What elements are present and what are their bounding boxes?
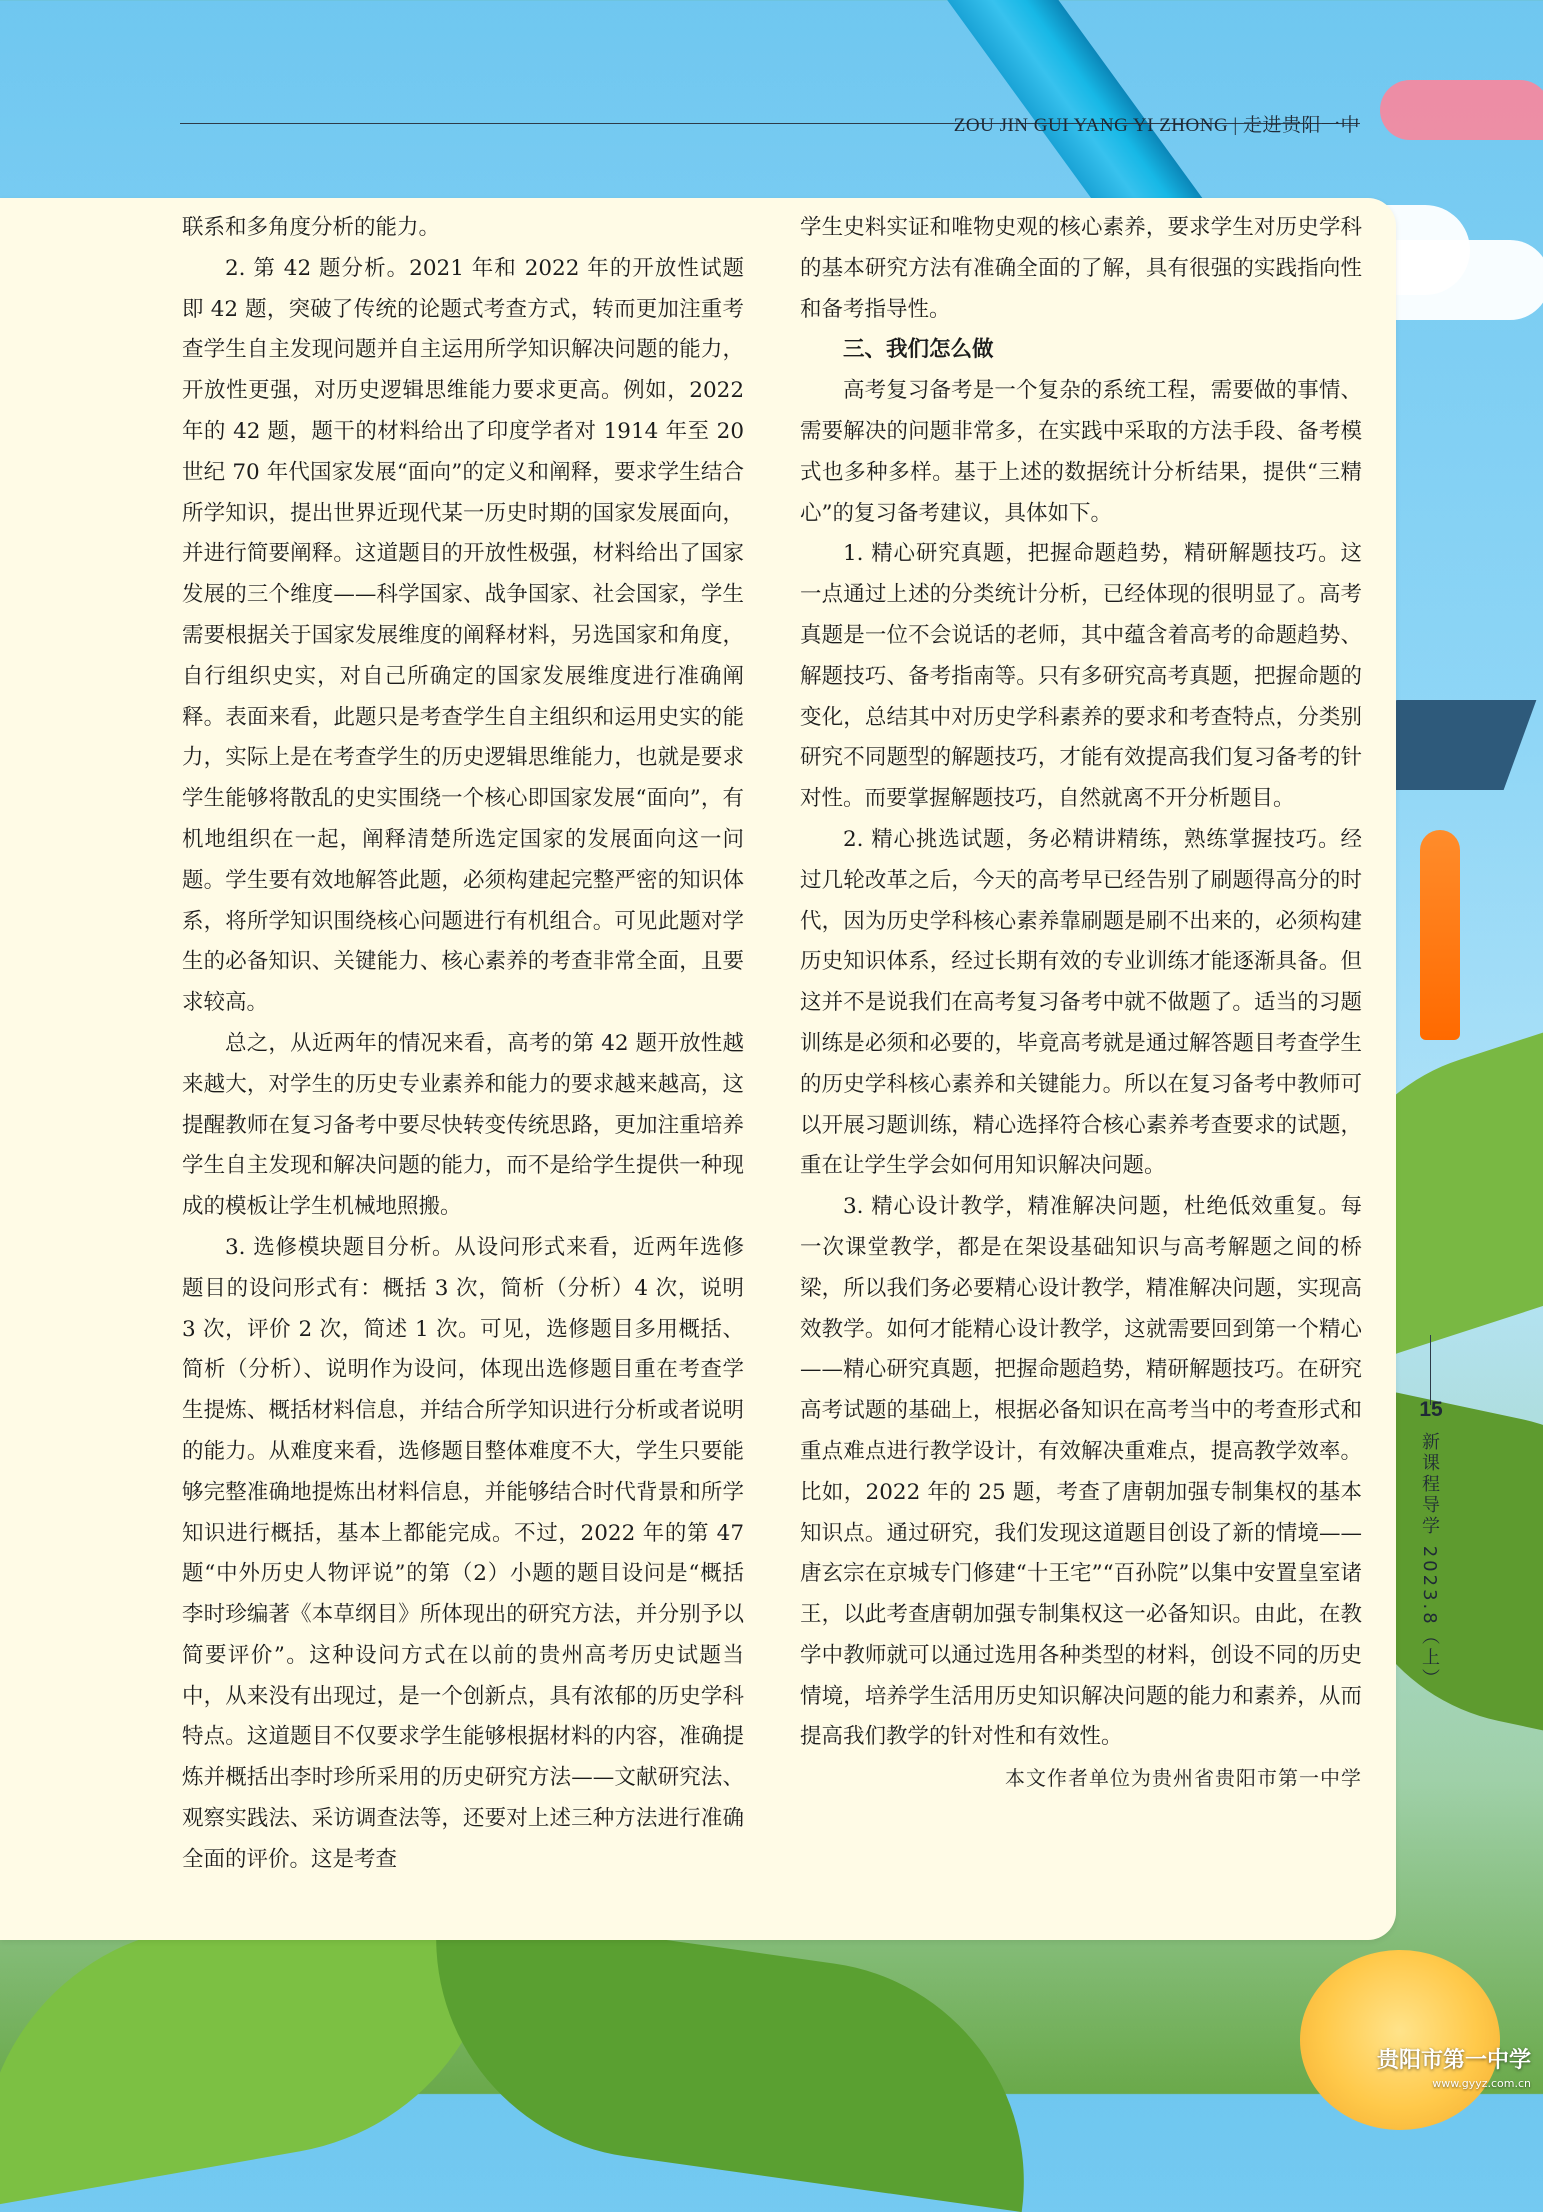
paragraph: 高考复习备考是一个复杂的系统工程，需要做的事情、需要解决的问题非常多，在实践中采取的方法手段、备考模式也多种多样。基于上述的数据统计分析结果，提供“三精心”的复习备考建议，具体如下。 xyxy=(800,378,1362,526)
paragraph: 2. 精心挑选试题，务必精讲精练，熟练掌握技巧。经过几轮改革之后，今天的高考早已经告别了刷题得高分的时代，因为历史学科核心素养靠刷题是刷不出来的，必须构建历史知识体系，经过长期有效的专业训练才能逐渐具备。但这并不是说我们在高考复习备考中就不做题了。适当的习题训练是必须和必要的，毕竟高考就是通过解答题目考查学生的历史学科核心素养和关键能力。所以在复习备考中教师可以开展习题训练，精心选择符合核心素养考查要求的试题，重在让学生学会如何用知识解决问题。 xyxy=(800,826,1362,1179)
leaf-illustration xyxy=(408,1908,1053,2212)
section-heading: 三、我们怎么做 xyxy=(843,337,994,363)
flower-illustration xyxy=(1300,1950,1500,2130)
paragraph: 3. 精心设计教学，精准解决问题，杜绝低效重复。每一次课堂教学，都是在架设基础知识与高考解题之间的桥梁，所以我们务必要精心设计教学，精准解决问题，实现高效教学。如何才能精心设计教学，这就需要回到第一个精心——精心研究真题，把握命题趋势，精研解题技巧。在研究高考试题的基础上，根据必备知识在高考当中的考查形式和重点难点进行教学设计，有效解决重难点，提高教学效率。比如，2022 年的 25 题，考查了唐朝加强专制集权的基本知识点。通过研究，我们发现这道题目创设了新的情境——唐玄宗在京城专门修建“十王宅”“百孙院”以集中安置皇室诸王，以此考查唐朝加强专制集权这一必备知识。由此，在教学中教师就可以通过选用各种类型的材料，创设不同的历史情境，培养学生活用历史知识解决问题的能力和素养，从而提高我们教学的针对性和有效性。 xyxy=(800,1194,1362,1750)
running-header: ZOU JIN GUI YANG YI ZHONG | 走进贵阳一中 xyxy=(953,115,1360,136)
left-column xyxy=(182,208,744,1881)
right-column xyxy=(800,208,1362,1799)
watermark-url: www.gyyz.com.cn xyxy=(1432,2077,1531,2090)
pink-cloud-illustration xyxy=(1380,80,1543,140)
paragraph: 学生史料实证和唯物史观的核心素养，要求学生对历史学科的基本研究方法有准确全面的了解，具有很强的实践指向性和备考指导性。 xyxy=(800,215,1362,322)
paragraph: 3. 选修模块题目分析。从设问形式来看，近两年选修题目的设问形式有：概括 3 次，简析（分析）4 次，说明 3 次，评价 2 次，简述 1 次。可见，选修题目多用概括、简析（分析）、说明作为设问，体现出选修题目重在考查学生提炼、概括材料信息，并结合所学知识进行分析或者说明的能力。从难度来看，选修题目整体难度不大，学生只要能够完整准确地提炼出材料信息，并能够结合时代背景和所学知识进行概括，基本上都能完成。不过，2022 年的第 47 题“中外历史人物评说”的第（2）小题的题目设问是“概括李时珍编著《本草纲目》所体现出的研究方法，并分别予以简要评价”。这种设问方式在以前的贵州高考历史试题当中，从来没有出现过，是一个创新点，具有浓郁的历史学科特点。这道题目不仅要求学生能够根据材料的内容，准确提炼并概括出李时珍所采用的历史研究方法——文献研究法、观察实践法、采访调查法等，还要对上述三种方法进行准确全面的评价。这是考查 xyxy=(182,1234,744,1872)
paragraph: 联系和多角度分析的能力。 xyxy=(182,215,441,240)
journal-issue: 新课程导学 2023.8（上） xyxy=(1419,1432,1440,1690)
side-rule xyxy=(1430,1335,1431,1405)
watermark-logo-text: 贵阳市第一中学 xyxy=(1376,2048,1531,2073)
paragraph: 总之，从近两年的情况来看，高考的第 42 题开放性越来越大，对学生的历史专业素养和能力的要求越来越高，这提醒教师在复习备考中要尽快转变传统思路，更加注重培养学生自主发现和解决问题的能力，而不是给学生提供一种现成的模板让学生机械地照搬。 xyxy=(182,1030,744,1220)
paragraph: 1. 精心研究真题，把握命题趋势，精研解题技巧。这一点通过上述的分类统计分析，已经体现的很明显了。高考真题是一位不会说话的老师，其中蕴含着高考的命题趋势、解题技巧、备考指南等。只有多研究高考真题，把握命题的变化，总结其中对历史学科素养的要求和考查特点，分类别研究不同题型的解题技巧，才能有效提高我们复习备考的针对性。而要掌握解题技巧，自然就离不开分析题目。 xyxy=(800,541,1362,812)
paragraph: 2. 第 42 题分析。2021 年和 2022 年的开放性试题即 42 题，突破了传统的论题式考查方式，转而更加注重考查学生自主发现问题并自主运用所学知识解决问题的能力，开放性更强，对历史逻辑思维能力要求更高。例如，2022 年的 42 题，题干的材料给出了印度学者对 1914 年至 20 世纪 70 年代国家发展“面向”的定义和阐释，要求学生结合所学知识，提出世界近现代某一历史时期的国家发展面向，并进行简要阐释。这道题目的开放性极强，材料给出了国家发展的三个维度——科学国家、战争国家、社会国家，学生需要根据关于国家发展维度的阐释材料，另选国家和角度，自行组织史实，对自己所确定的国家发展维度进行准确阐释。表面来看，此题只是考查学生自主组织和运用史实的能力，实际上是在考查学生的历史逻辑思维能力，也就是要求学生能够将散乱的史实围绕一个核心即国家发展“面向”，有机地组织在一起，阐释清楚所选定国家的发展面向这一问题。学生要有效地解答此题，必须构建起完整严密的知识体系，将所学知识围绕核心问题进行有机组合。可见此题对学生的必备知识、关键能力、核心素养的考查非常全面，且要求较高。 xyxy=(182,255,744,1016)
tassel-illustration xyxy=(1420,830,1460,1040)
page-number: 15 xyxy=(1419,1398,1443,1421)
author-affiliation: 本文作者单位为贵州省贵阳市第一中学 xyxy=(1005,1766,1362,1791)
